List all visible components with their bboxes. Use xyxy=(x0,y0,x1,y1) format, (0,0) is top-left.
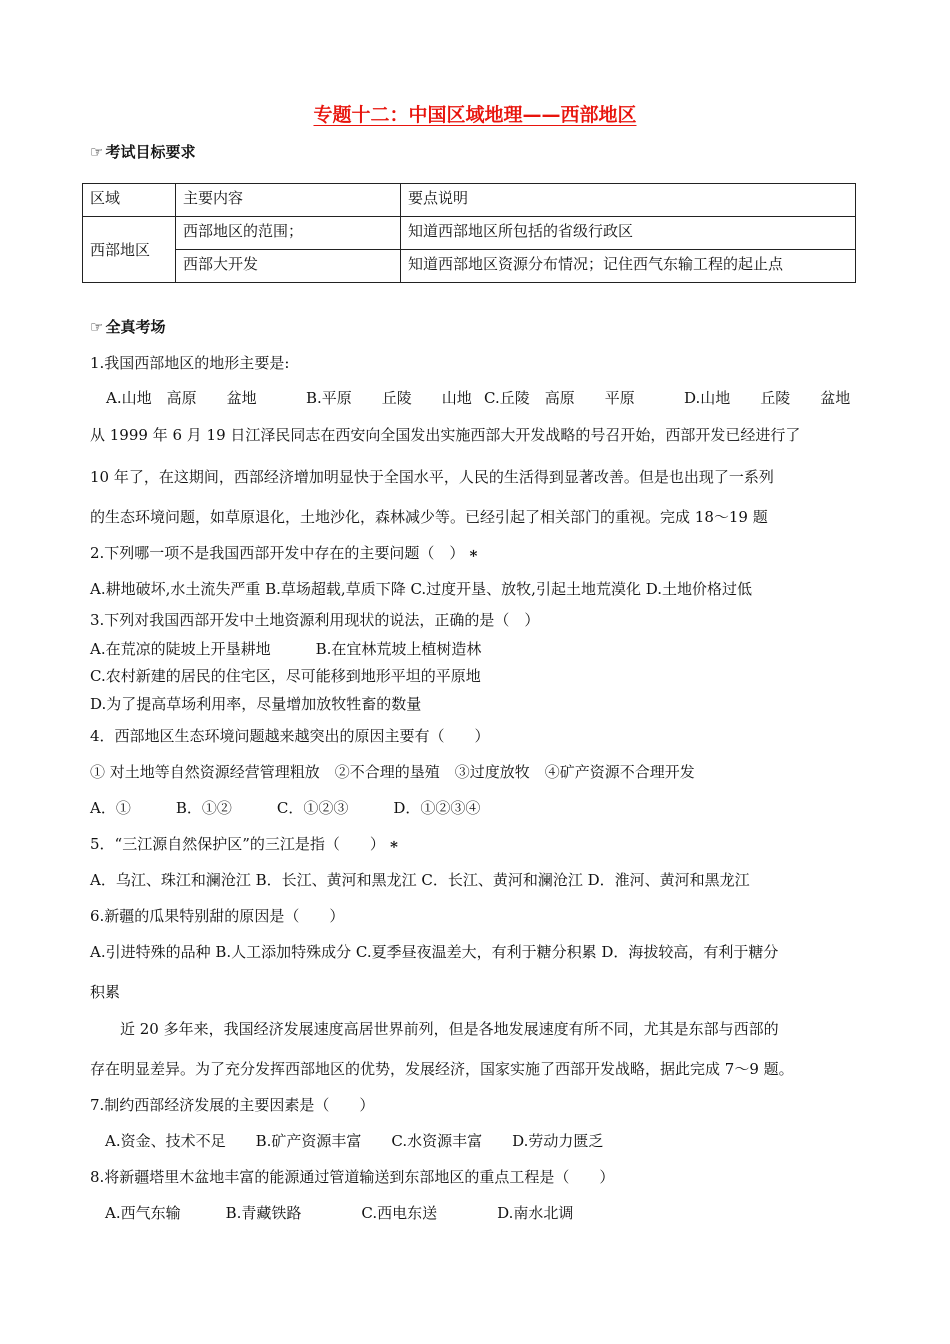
exam-goals-table xyxy=(82,183,856,283)
passage-1-line: 从 1999 年 6 月 19 日江泽民同志在西安向全国发出实施西部大开发战略的号召开始，西部开发已经进行了 xyxy=(90,426,801,444)
passage-1-line: 的生态环境问题，如草原退化，土地沙化，森林减少等。已经引起了相关部门的重视。完成 18～19 题 xyxy=(90,508,768,526)
question-6-option-line: A.引进特殊的品种 B.人工添加特殊成分 C.夏季昼夜温差大，有利于糖分积累 D．海拔较高，有利于糖分 xyxy=(90,943,779,961)
question-text: 5．“三江源自然保护区”的三江是指（ ） xyxy=(90,835,385,853)
option-c: C.丘陵 高原 平原 xyxy=(484,389,635,407)
section-heading-goals xyxy=(90,141,195,162)
asterisk-mark: ∗ xyxy=(388,835,400,853)
question-4-options: A．① B．①② C．①②③ D．①②③④ xyxy=(90,799,481,817)
table-row xyxy=(83,250,856,283)
question-7-options: A.资金、技术不足 B.矿产资源丰富 C.水资源丰富 D.劳动力匮乏 xyxy=(90,1132,604,1150)
table-region-cell: 西部地区 xyxy=(83,217,176,283)
table-header-cell: 要点说明 xyxy=(401,184,856,217)
question-1-stem: 1.我国西部地区的地形主要是: xyxy=(90,354,290,372)
table-header-cell: 主要内容 xyxy=(176,184,401,217)
passage-2-line: 存在明显差异。为了充分发挥西部地区的优势，发展经济，国家实施了西部开发战略，据此完成 7～9 题。 xyxy=(90,1060,794,1078)
question-3-option-line: C.农村新建的居民的住宅区，尽可能移到地形平坦的平原地 xyxy=(90,667,481,685)
option-d: D.山地 丘陵 盆地 xyxy=(684,389,851,407)
question-3-option-line: D.为了提高草场利用率，尽量增加放牧牲畜的数量 xyxy=(90,695,422,713)
question-8-options: A.西气东输 B.青藏铁路 C.西电东送 D.南水北调 xyxy=(90,1204,574,1222)
question-5-options: A．乌江、珠江和澜沧江 B．长江、黄河和黑龙江 C．长江、黄河和澜沧江 D．淮河、黄河和黑龙江 xyxy=(90,871,750,889)
question-8-stem: 8.将新疆塔里木盆地丰富的能源通过管道输送到东部地区的重点工程是（ ） xyxy=(90,1168,615,1186)
table-header-cell: 区域 xyxy=(83,184,176,217)
pointing-hand-icon: ☞ xyxy=(90,318,104,336)
passage-2-line: 近 20 多年来，我国经济发展速度高居世界前列，但是各地发展速度有所不同，尤其是东部与西部的 xyxy=(90,1020,779,1038)
option-b: B.平原 丘陵 山地 xyxy=(306,389,472,407)
section-heading-exam xyxy=(90,316,165,337)
table-cell: 知道西部地区资源分布情况；记住西气东输工程的起止点 xyxy=(401,250,856,283)
question-4-items: ① 对土地等自然资源经营管理粗放 ②不合理的垦殖 ③过度放牧 ④矿产资源不合理开发 xyxy=(90,763,695,781)
question-2-stem xyxy=(90,542,479,563)
table-cell: 西部大开发 xyxy=(176,250,401,283)
question-6-stem: 6.新疆的瓜果特别甜的原因是（ ） xyxy=(90,907,345,925)
question-2-options: A.耕地破坏,水土流失严重 B.草场超载,草质下降 C.过度开垦、放牧,引起土地荒漠化 D.土地价格过低 xyxy=(90,580,752,598)
table-cell: 西部地区的范围； xyxy=(176,217,401,250)
table-header-row xyxy=(83,184,856,217)
table-row xyxy=(83,217,856,250)
pointing-hand-icon: ☞ xyxy=(90,143,104,161)
question-6-option-line: 积累 xyxy=(90,983,121,1001)
question-3-option-line: A.在荒凉的陡坡上开垦耕地 B.在宜林荒坡上植树造林 xyxy=(90,640,482,658)
question-7-stem: 7.制约西部经济发展的主要因素是（ ） xyxy=(90,1096,375,1114)
question-5-stem xyxy=(90,833,399,854)
table-cell: 知道西部地区所包括的省级行政区 xyxy=(401,217,856,250)
question-3-stem: 3.下列对我国西部开发中土地资源利用现状的说法，正确的是（ ） xyxy=(90,611,540,629)
page-title: 专题十二：中国区域地理——西部地区 xyxy=(313,104,637,126)
asterisk-mark: ∗ xyxy=(468,544,479,562)
section-label: 全真考场 xyxy=(105,318,166,336)
option-a: A.山地 高原 盆地 xyxy=(106,389,257,407)
section-label: 考试目标要求 xyxy=(105,143,196,161)
question-text: 2.下列哪一项不是我国西部开发中存在的主要问题（ ） xyxy=(90,544,465,562)
question-4-stem: 4．西部地区生态环境问题越来越突出的原因主要有（ ） xyxy=(90,727,490,745)
passage-1-line: 10 年了，在这期间，西部经济增加明显快于全国水平，人民的生活得到显著改善。但是也出现了一系列 xyxy=(90,468,774,486)
